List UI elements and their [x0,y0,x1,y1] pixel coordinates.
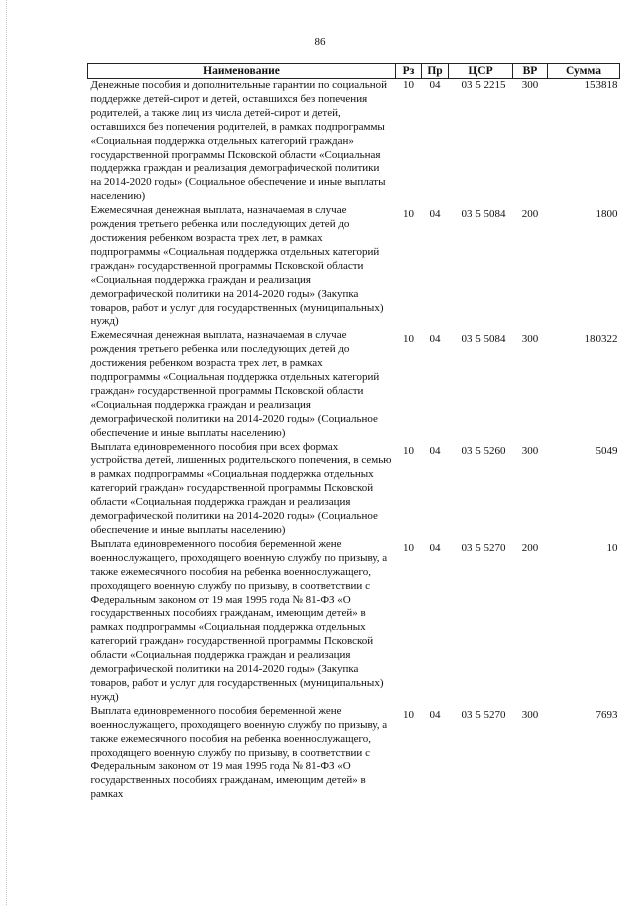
scan-margin-edge [6,0,8,905]
row-sum: 1800 [595,208,618,221]
row-rz: 10 [403,79,414,91]
row-csr: 03 5 2215 [461,79,506,91]
header-name: Наименование [88,64,396,79]
row-sum: 7693 [595,708,618,721]
row-vr: 300 [521,708,539,721]
header-pr: Пр [422,64,449,79]
header-sum: Сумма [548,64,620,79]
row-rz: 10 [403,541,414,554]
row-name: Выплата единовременного пособия беременной жене военнослужащего, проходящего военную службу по призыву, а также ежемесячного пособия на ребенка военнослужащего, проходящего военную службу по призыву, в соответствии с Федеральным законом от 19 мая 1995 года № 81-ФЗ «О государственных пособиях гражданам, имеющим детей» в рамках [90,704,388,801]
table-row [88,705,620,802]
row-vr: 200 [521,208,539,221]
row-pr: 04 [429,444,441,457]
row-vr: 300 [521,444,539,457]
table-row [88,441,620,538]
table-body [88,79,620,803]
row-vr: 300 [521,333,539,346]
row-pr: 04 [429,333,441,346]
row-rz: 10 [403,333,414,346]
row-sum: 10 [606,541,618,554]
row-pr: 04 [429,208,441,221]
row-pr: 04 [429,79,441,91]
row-csr: 03 5 5270 [461,541,506,554]
row-sum: 5049 [595,444,618,457]
header-rz: Рз [396,64,422,79]
row-csr: 03 5 5084 [461,333,506,346]
header-csr: ЦСР [449,64,513,79]
table-row [88,204,620,329]
row-rz: 10 [403,208,414,221]
header-vr: ВР [513,64,548,79]
row-name: Ежемесячная денежная выплата, назначаемая в случае рождения третьего ребенка или последующих детей до достижения ребенком возраста трех лет, в рамках подпрограммы «Социальная поддержка отдельных категорий граждан» государственной программы Псковской области «Социальная поддержка граждан и реализация демографической политики на 2014-2020 годы» (Закупка товаров, работ и услуг для государственных (муниципальных) нужд) [90,204,384,328]
row-pr: 04 [429,708,441,721]
table-row [88,538,620,705]
row-sum: 153818 [584,79,618,91]
table-row [88,79,620,205]
row-vr: 300 [521,79,539,91]
row-name: Выплата единовременного пособия беременной жене военнослужащего, проходящего военную службу по призыву, а также ежемесячного пособия на ребенка военнослужащего, проходящего военную службу по призыву, в соответствии с Федеральным законом от 19 мая 1995 года № 81-ФЗ «О государственных пособиях гражданам, имеющим детей» в рамках подпрограммы «Социальная поддержка отдельных категорий граждан» государственной программы Псковской области «Социальная поддержка граждан и реализация демографической политики на 2014-2020 годы» (Закупка товаров, работ и услуг для государственных (муниципальных) нужд) [90,537,388,703]
page-number: 86 [314,36,326,48]
row-name: Выплата единовременного пособия при всех формах устройства детей, лишенных родительского попечения, в семью в рамках подпрограммы «Социальная поддержка отдельных категорий граждан» государственной программы Псковской области «Социальная поддержка граждан и реализация демографической политики на 2014-2020 годы» (Социальное обеспечение и иные выплаты населению) [90,440,392,536]
table-header [88,64,620,79]
budget-table [87,63,620,802]
row-csr: 03 5 5260 [461,444,506,457]
row-vr: 200 [521,541,539,554]
row-name: Ежемесячная денежная выплата, назначаемая в случае рождения третьего ребенка или последующих детей до достижения ребенком возраста трех лет, в рамках подпрограммы «Социальная поддержка отдельных категорий граждан» государственной программы Псковской области «Социальная поддержка граждан и реализация демографической политики на 2014-2020 годы» (Социальное обеспечение и иные выплаты населению) [90,329,380,439]
row-name: Денежные пособия и дополнительные гарантии по социальной поддержке детей-сирот и детей, оставшихся без попечения родителей, а также лиц из числа детей-сирот и детей, оставшихся без попечения родителей, в рамках подпрограммы «Социальная поддержка отдельных категорий граждан» государственной программы Псковской области «Социальная поддержка граждан и реализация демографической политики на 2014-2020 годы» (Социальное обеспечение и иные выплаты населению) [90,79,388,203]
row-csr: 03 5 5270 [461,708,506,721]
header-row [88,64,620,79]
row-rz: 10 [403,444,414,457]
row-rz: 10 [403,708,414,721]
row-pr: 04 [429,541,441,554]
row-sum: 180322 [584,333,618,346]
table-row [88,329,620,440]
row-csr: 03 5 5084 [461,208,506,221]
